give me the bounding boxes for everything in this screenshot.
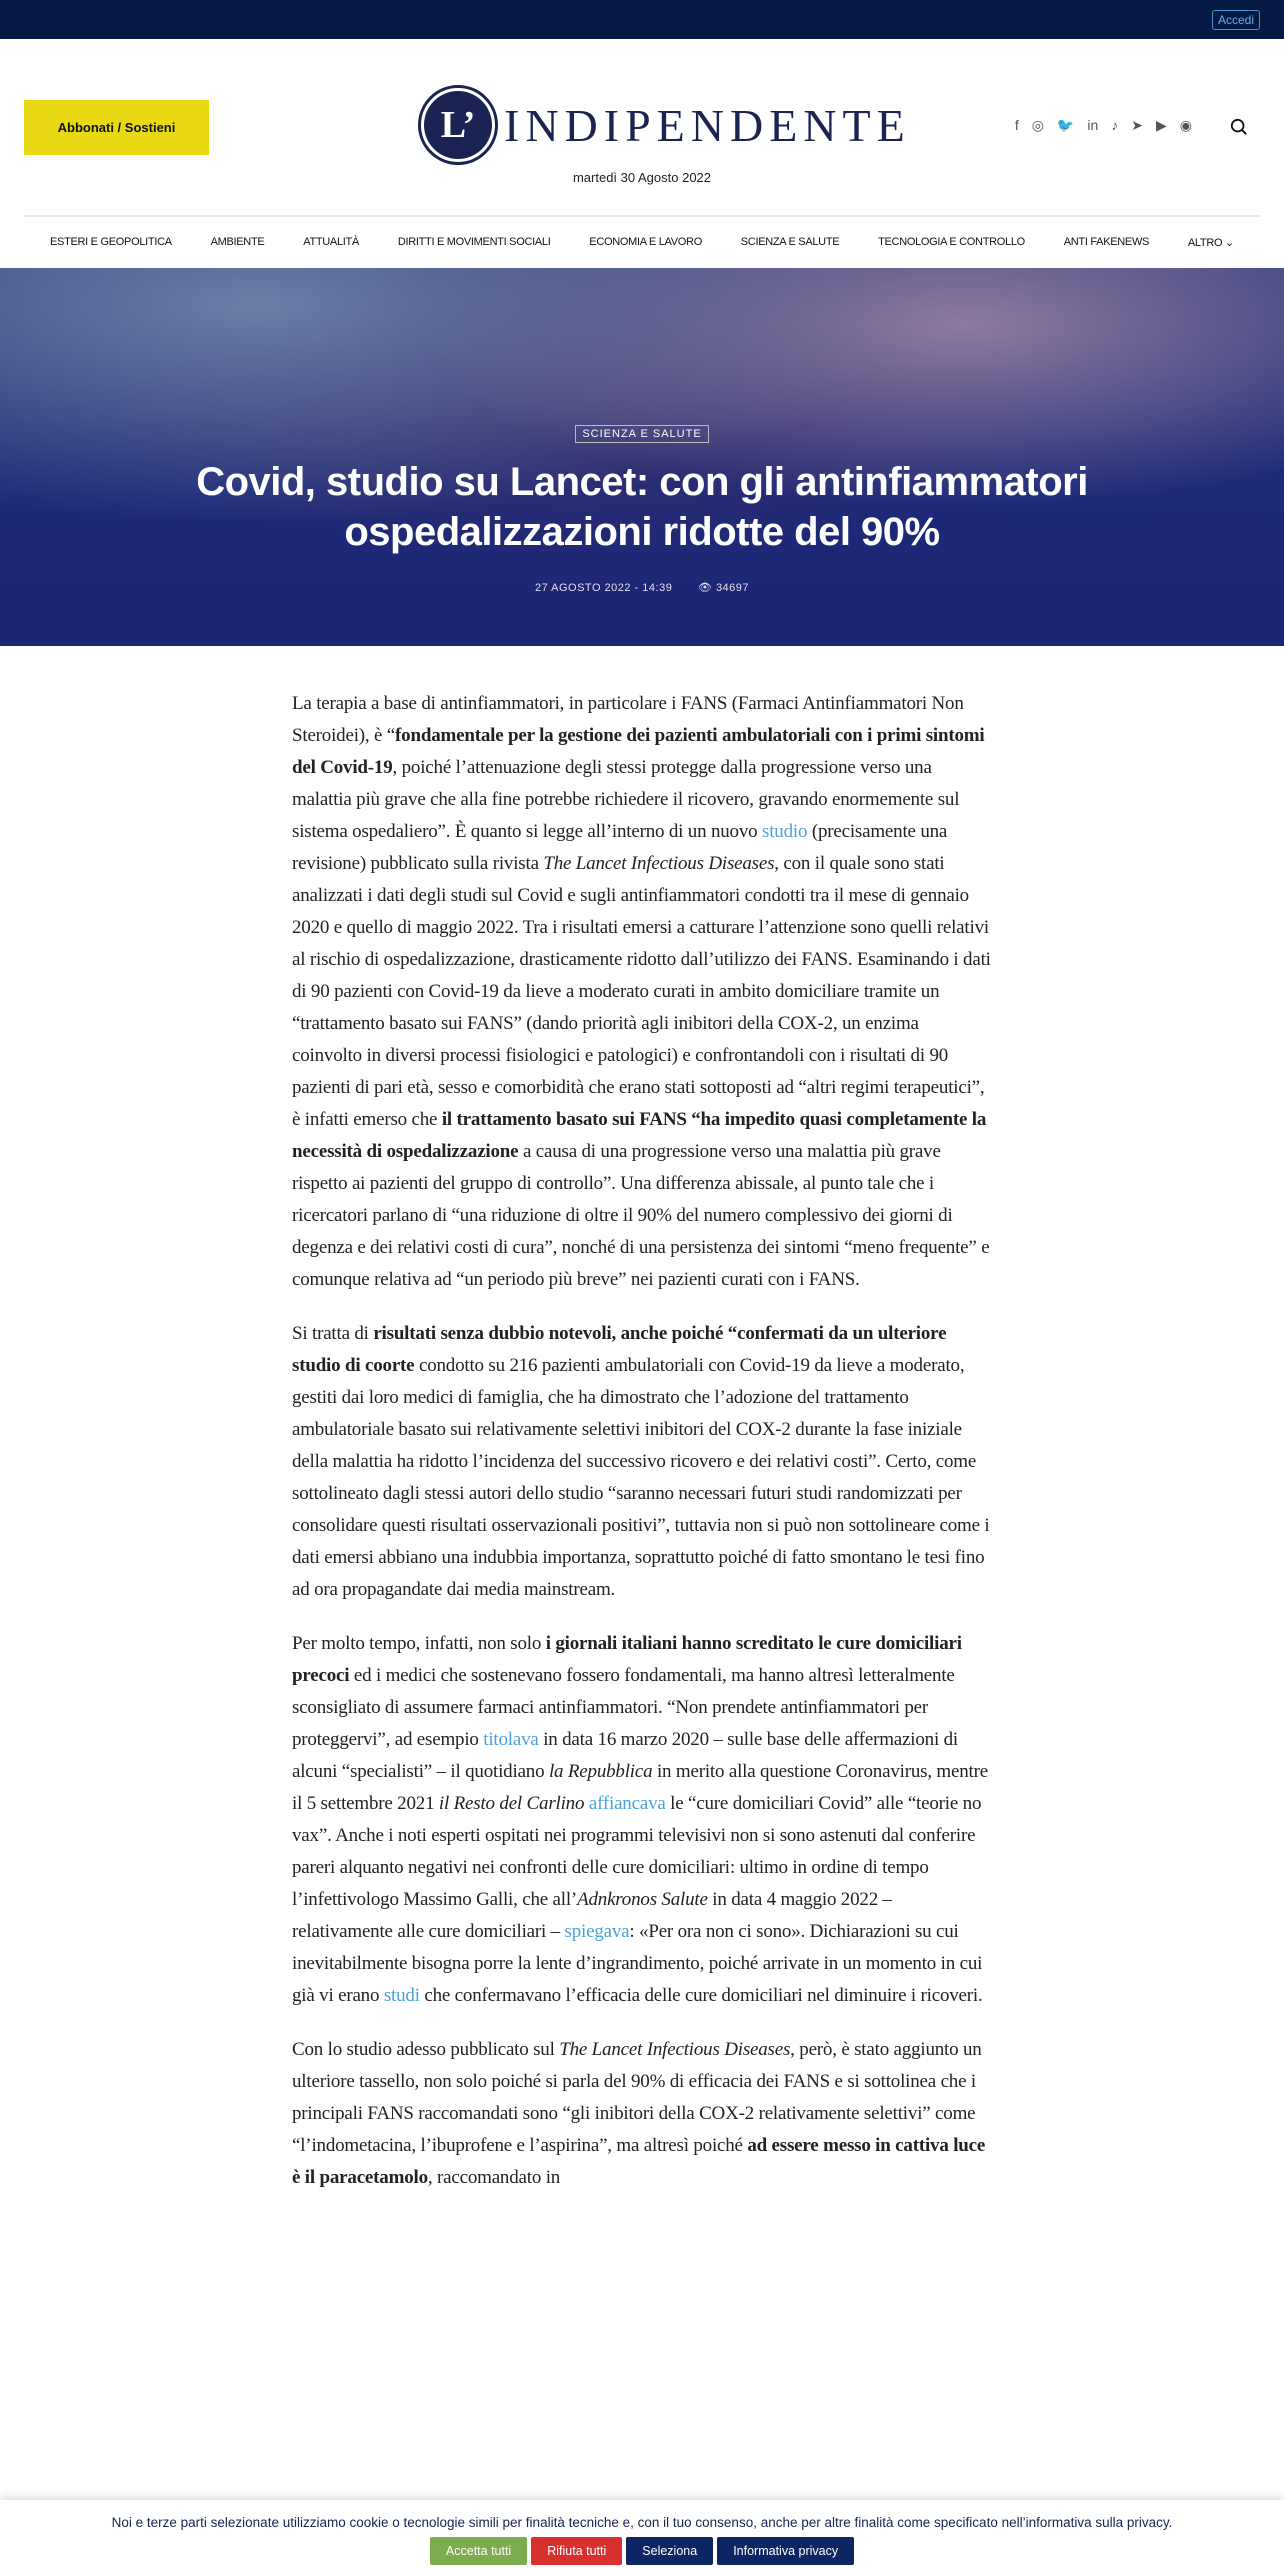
top-bar bbox=[0, 0, 1284, 39]
text: che confermavano l’efficacia delle cure domiciliari nel diminuire i ricoveri. bbox=[419, 1985, 983, 2006]
article-paragraph bbox=[292, 2034, 992, 2194]
text: le “cure domiciliari Covid” alle “teorie no vax”. Anche i noti esperti ospitati nei programmi televisivi non si sono astenuti dal conferire pareri alquanto negativi nei confronti delle cure domiciliari: ultimo in ordine di tempo l’infettivologo Massimo Galli, che all’ bbox=[292, 1793, 982, 1910]
facebook-icon[interactable]: f bbox=[1014, 117, 1019, 133]
nav-altro[interactable]: ALTRO ⌄ bbox=[1187, 236, 1234, 249]
nav-diritti[interactable]: DIRITTI E MOVIMENTI SOCIALI bbox=[397, 236, 551, 248]
eye-icon: 👁 bbox=[697, 582, 716, 594]
instagram-icon[interactable]: ◎ bbox=[1031, 117, 1044, 133]
site-header bbox=[0, 39, 1284, 215]
category-badge[interactable]: SCIENZA E SALUTE bbox=[575, 425, 708, 443]
article-meta bbox=[0, 581, 1284, 594]
article-paragraph bbox=[292, 1318, 992, 1606]
italic-text: il Resto del Carlino bbox=[438, 1793, 585, 1814]
text: condotto su 216 pazienti ambulatoriali con Covid-19 da lieve a moderato, gestiti dai loro medici di famiglia, che ha dimostrato che l’adozione del trattamento ambulatoriale basato sui relativamente selettivi inibitori del COX-2 durante la fase iniziale della malattia ha ridotto l’incidenza del successivo ricovero e dei relativi costi”. Certo, come sottolineato dagli stessi autori dello studio “saranno necessari futuri studi randomizzati per consolidare questi risultati osservazionali positivi”, tuttavia non si può non sottolineare come i dati emersi abbiano una indubbia importanza, soprattutto poiché di fatto smontano le tesi fino ad ora propagandate dai media mainstream. bbox=[292, 1355, 990, 1600]
text: in merito alla questione Coronavirus, mentre il 5 settembre 2021 bbox=[292, 1761, 988, 1814]
bold-text: fondamentale per la gestione dei pazienti ambulatoriali con i primi sintomi del Covid-19 bbox=[292, 725, 985, 778]
views-count bbox=[698, 582, 749, 594]
text: , raccomandato in bbox=[427, 2167, 561, 2188]
tiktok-icon[interactable]: ♪ bbox=[1111, 117, 1119, 133]
nav-scienza[interactable]: SCIENZA E SALUTE bbox=[740, 236, 840, 248]
text: ed i medici che sostenevano fossero fondamentali, ma hanno altresì letteralmente sconsigliato di assumere farmaci antinfiammatori. “Non prendete antinfiammatori per proteggervi”, ad esempio bbox=[292, 1665, 955, 1750]
nav-tecnologia[interactable]: TECNOLOGIA E CONTROLLO bbox=[878, 236, 1025, 248]
nav-ambiente[interactable]: AMBIENTE bbox=[210, 236, 265, 248]
reject-all-button[interactable]: Rifiuta tutti bbox=[531, 2537, 622, 2565]
subscribe-button[interactable]: Abbonati / Sostieni bbox=[24, 100, 209, 155]
nav-attualita[interactable]: ATTUALITÀ bbox=[303, 236, 360, 248]
text: , poiché l’attenuazione degli stessi protegge dalla progressione verso una malattia più grave che alla fine potrebbe richiedere il ricovero, gravando enormemente sul sistema ospedaliero”. È quanto si legge all’interno di un nuovo bbox=[292, 757, 960, 842]
linkedin-icon[interactable]: in bbox=[1087, 117, 1099, 133]
text: La terapia a base di antinfiammatori, in particolare i FANS (Farmaci Antinfiammatori Non Steroidei), è “ bbox=[292, 693, 964, 746]
article-link[interactable]: affiancava bbox=[588, 1793, 666, 1814]
text: in data 4 maggio 2022 – relativamente alle cure domiciliari – bbox=[292, 1889, 892, 1942]
article-hero bbox=[0, 268, 1284, 646]
article-link[interactable]: spiegava bbox=[564, 1921, 630, 1942]
bold-text: risultati senza dubbio notevoli, anche poiché “confermati da un ulteriore studio di coorte bbox=[292, 1323, 947, 1376]
cookie-banner bbox=[0, 2500, 1284, 2568]
italic-text: la Repubblica bbox=[548, 1761, 653, 1782]
twitter-icon[interactable]: 🐦 bbox=[1056, 117, 1075, 133]
italic-text: Adnkronos Salute bbox=[577, 1889, 708, 1910]
nav-economia[interactable]: ECONOMIA E LAVORO bbox=[589, 236, 702, 248]
logo-mark-text: L’ bbox=[424, 91, 492, 159]
privacy-policy-button[interactable]: Informativa privacy bbox=[717, 2537, 854, 2565]
logo-mark bbox=[418, 85, 498, 165]
article-paragraph bbox=[292, 688, 992, 1296]
nav-esteri[interactable]: ESTERI E GEOPOLITICA bbox=[50, 236, 172, 248]
article-title: Covid, studio su Lancet: con gli antinfiammatori ospedalizzazioni ridotte del 90% bbox=[196, 460, 1088, 554]
logo-text: INDIPENDENTE bbox=[504, 99, 911, 151]
search-icon[interactable] bbox=[1230, 118, 1248, 136]
cookie-text: Noi e terze parti selezionate utilizziamo cookie o tecnologie simili per finalità tecniche e, con il tuo consenso, anche per altre finalità come specificato nell’informativa sulla privacy. bbox=[111, 2515, 1173, 2530]
article-link[interactable]: studio bbox=[762, 821, 808, 842]
article-link[interactable]: studi bbox=[383, 1985, 420, 2006]
youtube-icon[interactable]: ▶ bbox=[1156, 117, 1167, 133]
select-button[interactable]: Seleziona bbox=[626, 2537, 713, 2565]
article-link[interactable]: titolava bbox=[483, 1729, 539, 1750]
text: , con il quale sono stati analizzati i dati degli studi sul Covid e sugli antinfiammatori condotti tra il mese di gennaio 2020 e quello di maggio 2022. Tra i risultati emersi a catturare l’attenzione sono quelli relativi al rischio di ospedalizzazione, drasticamente ridotto dall’utilizzo dei FANS. Esaminando i dati di 90 pazienti con Covid-19 da lieve a moderato curati in ambito domiciliare tramite un “trattamento basato sui FANS” (dando priorità agli inibitori della COX-2, un enzima coinvolto in diversi processi fisiologici e patologici) e confrontandoli con i risultati di 90 pazienti di pari età, sesso e comorbidità che erano stati sottoposti ad “altri regimi terapeutici”, è infatti emerso che bbox=[292, 853, 991, 1130]
publish-date: 27 AGOSTO 2022 - 14:39 bbox=[534, 582, 673, 594]
bold-text: i giornali italiani hanno screditato le cure domiciliari precoci bbox=[292, 1633, 962, 1686]
spotify-icon[interactable]: ◉ bbox=[1179, 117, 1192, 133]
current-date: martedì 30 Agosto 2022 bbox=[572, 170, 712, 185]
text: a causa di una progressione verso una malattia più grave rispetto ai pazienti del gruppo di controllo”. Una differenza abissale, al punto tale che i ricercatori parlano di “una riduzione di oltre il 90% del numero complessivo dei giorni di degenza e dei relativi costi di cura”, nonché di una persistenza dei sintomi “meno frequente” e comunque relativa ad “un periodo più breve” nei pazienti curati con i FANS. bbox=[292, 1141, 990, 1290]
telegram-icon[interactable]: ➤ bbox=[1131, 117, 1143, 133]
login-button[interactable]: Accedi bbox=[1212, 10, 1260, 30]
text: in data 16 marzo 2020 – sulle base delle affermazioni di alcuni “specialisti” – il quotidiano bbox=[292, 1729, 958, 1782]
site-logo[interactable] bbox=[418, 85, 911, 165]
text: , però, è stato aggiunto un ulteriore tassello, non solo poiché si parla del 90% di efficacia dei FANS e si sottolinea che i principali FANS raccomandati sono “gli inibitori della COX-2 relativamente selettivi” come “l’indometacina, l’ibuprofene e l’aspirina”, ma altresì poiché bbox=[292, 2039, 982, 2156]
accept-all-button[interactable]: Accetta tutti bbox=[430, 2537, 527, 2565]
views-value: 34697 bbox=[715, 582, 750, 594]
italic-text: The Lancet Infectious Diseases bbox=[543, 853, 775, 874]
social-links bbox=[1015, 117, 1192, 134]
bold-text: il trattamento basato sui FANS “ha impedito quasi completamente la necessità di ospedalizzazione bbox=[292, 1109, 987, 1162]
article-paragraph bbox=[292, 1628, 992, 2012]
article-body bbox=[292, 688, 992, 2216]
text: Si tratta di bbox=[292, 1323, 374, 1344]
text: Con lo studio adesso pubblicato sul bbox=[292, 2039, 560, 2060]
text: : «Per ora non ci sono». Dichiarazioni su cui inevitabilmente bisogna porre la lente d’ingrandimento, poiché arrivate in un momento in cui già vi erano bbox=[292, 1921, 983, 2006]
main-nav bbox=[24, 217, 1260, 267]
text: Per molto tempo, infatti, non solo bbox=[292, 1633, 546, 1654]
text: (precisamente una revisione) pubblicato sulla rivista bbox=[292, 821, 948, 874]
nav-antifakenews[interactable]: ANTI FAKENEWS bbox=[1063, 236, 1150, 248]
bold-text: ad essere messo in cattiva luce è il paracetamolo bbox=[292, 2135, 986, 2188]
italic-text: The Lancet Infectious Diseases bbox=[559, 2039, 791, 2060]
